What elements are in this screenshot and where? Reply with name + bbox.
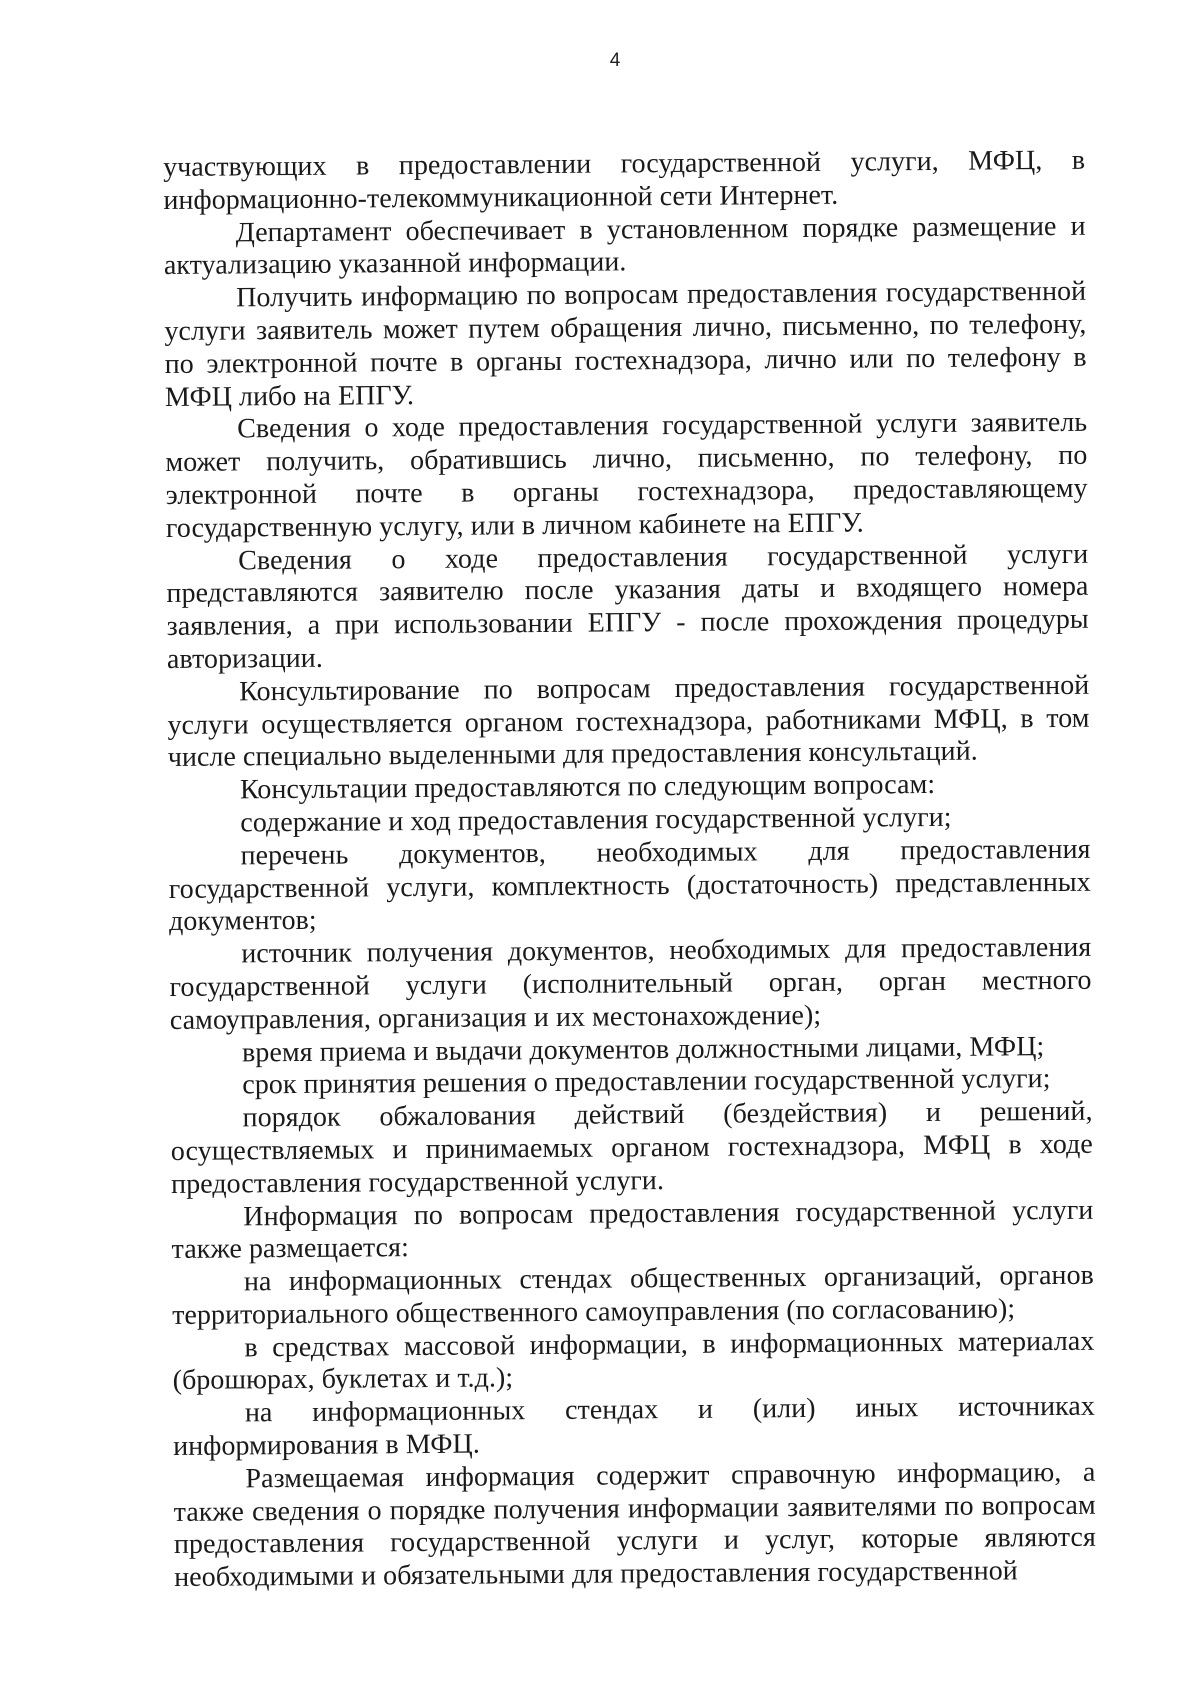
paragraph: Размещаемая информация содержит справочную информацию, а также сведения о порядке получения информации заявителями по вопросам предоставления государственной услуги и услуг, которые являются необходимыми и обязательными для предоставления государственной bbox=[173, 1456, 1097, 1594]
paragraph-continuation: участвующих в предоставлении государственной услуги, МФЦ, в информационно-телекоммуникационной сети Интернет. bbox=[163, 144, 1086, 216]
list-item: на информационных стендах общественных организаций, органов территориального общественного самоуправления (по согласованию); bbox=[172, 1259, 1094, 1331]
list-item: перечень документов, необходимых для предоставления государственной услуги, комплектность (достаточность) представленных документов; bbox=[168, 833, 1091, 938]
list-item: порядок обжалования действий (бездействия) и решений, осуществляемых и принимаемых органом гостехнадзора, МФЦ в ходе предоставления государственной услуги. bbox=[170, 1095, 1093, 1200]
list-item: срок принятия решения о предоставлении государственной услуги; bbox=[242, 1063, 1051, 1101]
paragraph: Получить информацию по вопросам предоставления государственной услуги заявитель может путем обращения лично, письменно, по телефону, по электронной почте в органы гостехнадзора, лично или по телефону в МФЦ либо на ЕПГУ. bbox=[164, 275, 1087, 413]
list-item: источник получения документов, необходимых для предоставления государственной услуги (исполнительный орган, орган местного самоуправления, организация и их местонахождение); bbox=[169, 931, 1092, 1036]
document-body bbox=[163, 145, 1096, 1595]
list-item: в средствах массовой информации, в информационных материалах (брошюрах, буклетах и т.д.); bbox=[172, 1325, 1095, 1397]
list-item: содержание и ход предоставления государственной услуги; bbox=[240, 801, 952, 839]
paragraph: Консультирование по вопросам предоставления государственной услуги осуществляется органом гостехнадзора, работниками МФЦ, в том числе специально выделенными для предоставления консультаций. bbox=[167, 669, 1090, 774]
paragraph: Консультации предоставляются по следующим вопросам: bbox=[239, 769, 936, 806]
paragraph: Сведения о ходе предоставления государственной услуги заявитель может получить, обратившись лично, письменно, по телефону, по электронной почте в органы гостехнадзора, предоставляющему государственную услугу, или в личном кабинете на ЕПГУ. bbox=[165, 407, 1088, 544]
list-item: на информационных стендах и (или) иных источниках информирования в МФЦ. bbox=[173, 1391, 1096, 1463]
page-number: 4 bbox=[609, 50, 621, 71]
paragraph: Информация по вопросам предоставления государственной услуги также размещается: bbox=[171, 1194, 1094, 1266]
list-item: время приема и выдачи документов должностными лицами, МФЦ; bbox=[241, 1030, 1045, 1068]
paragraph: Сведения о ходе предоставления государственной услуги представляются заявителю после указания даты и входящего номера заявления, а при использовании ЕПГУ - после прохождения процедуры авторизации. bbox=[166, 538, 1089, 675]
paragraph: Департамент обеспечивает в установленном порядке размещение и актуализацию указанной информации. bbox=[163, 210, 1086, 282]
